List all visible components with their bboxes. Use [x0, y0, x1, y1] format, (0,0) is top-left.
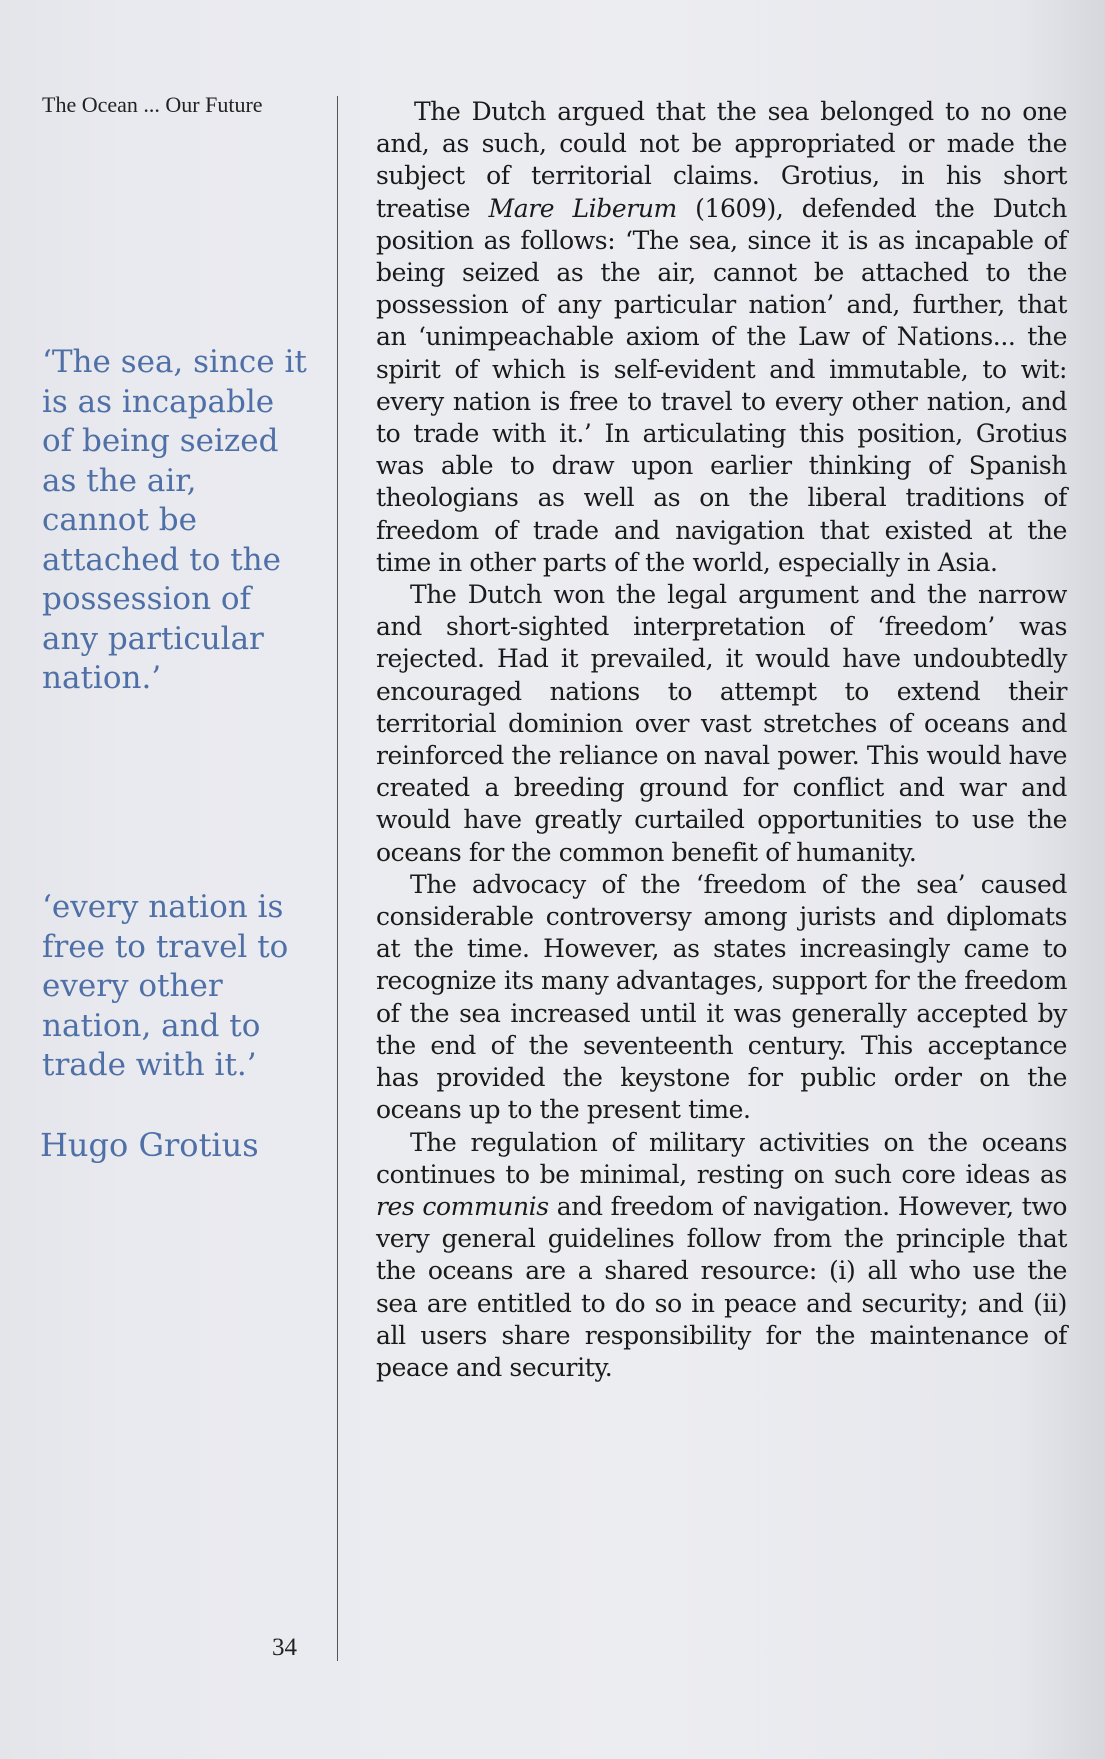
- latin-term: res communis: [376, 1191, 549, 1221]
- paragraph-1-part-a: The Dutch argued that the sea belonged to no one and, as such, could not be appropriated or made the subject of territorial claims. Grotius, in his short treatise: [376, 97, 1067, 223]
- paragraph-4: [376, 1127, 1067, 1385]
- main-text: [376, 96, 1067, 1384]
- paragraph-4-part-a: The regulation of military activities on the oceans continues to be minimal, resting on such core ideas as: [376, 1127, 1067, 1189]
- paragraph-1: [376, 96, 1067, 579]
- running-head: The Ocean ... Our Future: [42, 92, 263, 117]
- quote-attribution: Hugo Grotius: [40, 1126, 259, 1164]
- book-title: Mare Liberum: [488, 193, 677, 223]
- column-divider: [337, 96, 338, 1661]
- paragraph-4-part-b: and freedom of navigation. However, two very general guidelines follow from the principle that the oceans are a shared resource: (i) all who use the sea are entitled to do so in peace and security; and (ii) all users share responsibility for the maintenance of peace and security.: [376, 1191, 1068, 1382]
- paragraph-2: The Dutch won the legal argument and the narrow and short-sighted interpretation of ‘freedom’ was rejected. Had it prevailed, it would have undoubtedly encouraged nations to attempt to extend their territorial dominion over vast stretches of oceans and reinforced the reliance on naval power. This would have created a breeding ground for conflict and war and would have greatly curtailed opportunities to use the oceans for the common benefit of humanity.: [376, 580, 1067, 867]
- pull-quote-2: ‘every nation is free to travel to every other nation, and to trade with it.’: [42, 889, 289, 1083]
- pull-quote-1: ‘The sea, since it is as incapable of being seized as the air, cannot be attached to the possession of any particular nation.’: [42, 344, 307, 696]
- paragraph-3: The advocacy of the ‘freedom of the sea’ caused considerable controversy among jurists and diplomats at the time. However, as states increasingly came to recognize its many advantages, support for the freedom of the sea increased until it was generally accepted by the end of the seventeenth century. This acceptance has provided the keystone for public order on the oceans up to the present time.: [376, 869, 1067, 1125]
- paragraph-1-part-b: (1609), defended the Dutch position as follows: ‘The sea, since it is as incapable of being seized as the air, cannot be attached to the possession of any particular nation’ and, further, that an ‘unimpeachable axiom of the Law of Nations... the spirit of which is self-evident and immutable, to wit: every nation is free to travel to every other nation, and to trade with it.’ In articulating this position, Grotius was able to draw upon earlier thinking of Spanish theologians as well as on the liberal traditions of freedom of trade and navigation that existed at the time in other parts of the world, especially in Asia.: [376, 193, 1067, 577]
- page-number: 34: [272, 1634, 297, 1661]
